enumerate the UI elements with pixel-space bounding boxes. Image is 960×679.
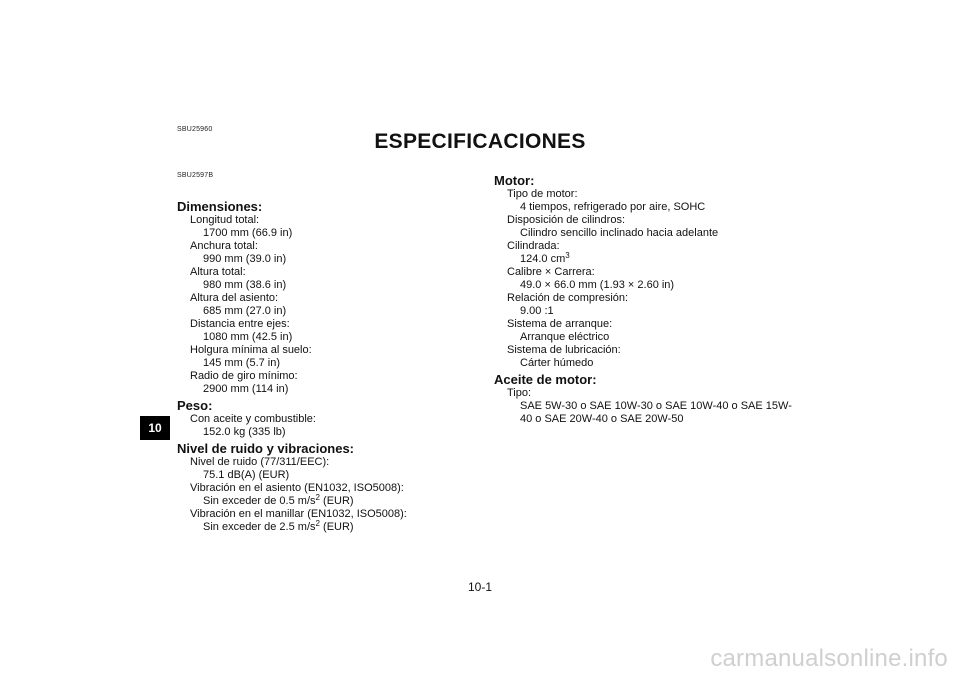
superscript: 2 — [315, 519, 320, 528]
value-text: (EUR) — [319, 495, 354, 507]
spec-label: Altura total: — [190, 266, 246, 278]
page-title: ESPECIFICACIONES — [374, 130, 586, 153]
spec-label: Cilindrada: — [507, 240, 560, 252]
spec-label: Relación de compresión: — [507, 292, 629, 304]
weight-heading: Peso: — [177, 398, 213, 413]
superscript: 2 — [315, 493, 320, 502]
spec-value — [177, 521, 467, 534]
value-text: (EUR) — [319, 521, 354, 533]
spec-value: 1700 mm (66.9 in) — [203, 227, 293, 239]
spec-value: Arranque eléctrico — [520, 331, 610, 343]
right-column — [494, 172, 814, 426]
spec-label: Disposición de cilindros: — [507, 214, 625, 226]
spec-value: Cárter húmedo — [520, 357, 594, 369]
spec-label: Distancia entre ejes: — [190, 318, 290, 330]
spec-value — [177, 495, 467, 508]
spec-label: Tipo: — [507, 387, 532, 399]
spec-value: 152.0 kg (335 lb) — [203, 426, 286, 438]
spec-label: Anchura total: — [190, 240, 258, 252]
watermark: carmanualsonline.info — [710, 645, 948, 672]
superscript: 3 — [565, 251, 570, 260]
spec-value: 980 mm (38.6 in) — [203, 279, 287, 291]
dimensions-list — [177, 214, 467, 396]
noise-heading: Nivel de ruido y vibraciones: — [177, 441, 354, 456]
spec-value: Cilindro sencillo inclinado hacia adelante — [520, 227, 719, 239]
engine-oil-heading: Aceite de motor: — [494, 372, 597, 387]
spec-label: Sistema de lubricación: — [507, 344, 621, 356]
spec-value: 145 mm (5.7 in) — [203, 357, 281, 369]
spec-label: Holgura mínima al suelo: — [190, 344, 312, 356]
spec-label: Altura del asiento: — [190, 292, 279, 304]
spec-label: Longitud total: — [190, 214, 260, 226]
dimensions-heading: Dimensiones: — [177, 199, 263, 214]
spec-value: SAE 5W-30 o SAE 10W-30 o SAE 10W-40 o SAE 15W- — [520, 400, 792, 412]
spec-value: 1080 mm (42.5 in) — [203, 331, 293, 343]
spec-label: Sistema de arranque: — [507, 318, 613, 330]
spec-label: Vibración en el manillar (EN1032, ISO5008): — [190, 508, 407, 520]
spec-label: Calibre × Carrera: — [507, 266, 595, 278]
spec-value: 49.0 × 66.0 mm (1.93 × 2.60 in) — [520, 279, 675, 291]
spec-value: 75.1 dB(A) (EUR) — [203, 469, 290, 481]
page-number: 10-1 — [467, 580, 493, 594]
chapter-tab: 10 — [140, 416, 170, 440]
section-code: SBU25960 — [177, 126, 213, 133]
value-text: 124.0 cm — [520, 253, 566, 265]
spec-value: 40 o SAE 20W-40 o SAE 20W-50 — [520, 413, 684, 425]
spec-value: 685 mm (27.0 in) — [203, 305, 287, 317]
left-column — [177, 198, 467, 534]
spec-value: 2900 mm (114 in) — [203, 383, 289, 395]
subsection-code: SBU2597B — [177, 172, 214, 179]
spec-label: Radio de giro mínimo: — [190, 370, 298, 382]
spec-label: Nivel de ruido (77/311/EEC): — [190, 456, 330, 468]
spec-label: Vibración en el asiento (EN1032, ISO5008): — [190, 482, 404, 494]
value-text: Sin exceder de 0.5 m/s — [203, 495, 316, 507]
spec-label: Con aceite y combustible: — [190, 413, 316, 425]
spec-value: 4 tiempos, refrigerado por aire, SOHC — [520, 201, 706, 213]
spec-value — [494, 253, 814, 266]
engine-heading: Motor: — [494, 173, 535, 188]
value-text: Sin exceder de 2.5 m/s — [203, 521, 316, 533]
spec-label: Tipo de motor: — [507, 188, 578, 200]
spec-value: 990 mm (39.0 in) — [203, 253, 287, 265]
spec-value: 9.00 :1 — [520, 305, 554, 317]
